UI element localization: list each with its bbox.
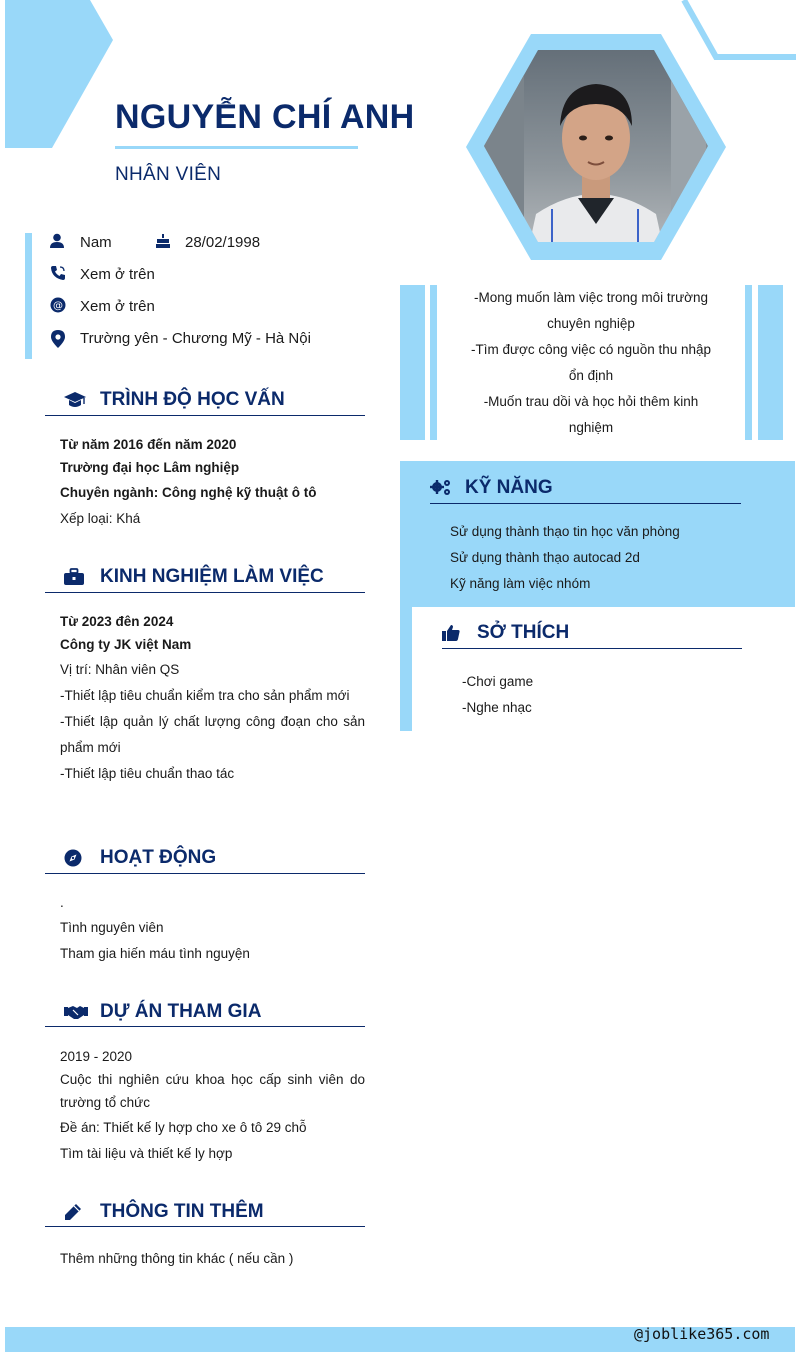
objective-bar-left-outer xyxy=(400,285,425,440)
activities-divider xyxy=(45,873,365,874)
hobbies-accent-bar xyxy=(400,607,412,731)
projects-period: 2019 - 2020 xyxy=(60,1049,133,1064)
experience-company: Công ty JK việt Nam xyxy=(60,637,192,652)
activity-item: . xyxy=(60,895,64,910)
briefcase-icon xyxy=(64,568,84,586)
experience-section-title: KINH NGHIỆM LÀM VIỆC xyxy=(100,566,324,587)
experience-duty: -Thiết lập tiêu chuẩn kiểm tra cho sản phẩm mới xyxy=(60,688,350,703)
hobby-item: -Nghe nhạc xyxy=(462,700,532,715)
phone-value: Xem ở trên xyxy=(80,266,155,283)
hobby-item: -Chơi game xyxy=(462,674,534,689)
compass-icon xyxy=(64,849,82,867)
user-icon xyxy=(50,233,64,249)
phone-icon xyxy=(50,265,66,281)
address-value: Trường yên - Chương Mỹ - Hà Nội xyxy=(80,330,311,347)
skill-item: Kỹ năng làm việc nhóm xyxy=(450,576,591,591)
objective-line: -Tìm được công việc có nguồn thu nhập xyxy=(470,342,712,357)
birthday-value: 28/02/1998 xyxy=(185,234,261,251)
name-underline xyxy=(115,146,358,149)
objective-line: ổn định xyxy=(568,368,614,383)
skill-item: Sử dụng thành thạo tin học văn phòng xyxy=(450,524,680,539)
objective-bar-right-outer xyxy=(758,285,783,440)
cogs-icon xyxy=(430,478,452,496)
education-school: Trường đại học Lâm nghiệp xyxy=(60,460,240,475)
activity-item: Tình nguyên viên xyxy=(60,920,164,935)
pencil-icon xyxy=(64,1203,82,1221)
skills-divider xyxy=(430,503,741,504)
candidate-name: NGUYỄN CHÍ ANH xyxy=(115,98,415,136)
thumbs-up-icon xyxy=(442,624,460,642)
project-item: Đề án: Thiết kế ly hợp cho xe ô tô 29 chỗ xyxy=(60,1120,307,1135)
experience-duty: -Thiết lập tiêu chuẩn thao tác xyxy=(60,766,235,781)
objective-line: chuyên nghiệp xyxy=(547,316,635,331)
project-item: Tìm tài liệu và thiết kế ly hợp xyxy=(60,1146,233,1161)
experience-period: Từ 2023 đên 2024 xyxy=(60,614,174,629)
education-major: Chuyên ngành: Công nghệ kỹ thuật ô tô xyxy=(60,485,317,500)
career-objective xyxy=(437,285,745,441)
activities-section-title: HOẠT ĐỘNG xyxy=(100,847,217,868)
experience-divider xyxy=(45,592,365,593)
skill-item: Sử dụng thành thạo autocad 2d xyxy=(450,550,640,565)
svg-text:@: @ xyxy=(53,300,63,312)
map-pin-icon xyxy=(51,330,65,348)
objective-line: nghiệm xyxy=(568,420,614,435)
birthday-cake-icon xyxy=(155,233,171,249)
experience-position: Vị trí: Nhân viên QS xyxy=(60,662,180,677)
skills-section-title: KỸ NĂNG xyxy=(465,477,553,498)
job-title: NHÂN VIÊN xyxy=(115,164,222,185)
hobbies-divider xyxy=(442,648,742,649)
objective-bar-right-inner xyxy=(745,285,752,440)
additional-text: Thêm những thông tin khác ( nếu cần ) xyxy=(60,1251,294,1266)
email-value: Xem ở trên xyxy=(80,298,155,315)
avatar xyxy=(466,34,726,260)
activity-item: Tham gia hiến máu tình nguyện xyxy=(60,946,250,961)
handshake-icon xyxy=(64,1004,88,1020)
education-section-title: TRÌNH ĐỘ HỌC VẤN xyxy=(100,389,285,410)
education-divider xyxy=(45,415,365,416)
objective-line: -Mong muốn làm việc trong môi trường xyxy=(474,290,708,305)
gender-value: Nam xyxy=(80,234,112,251)
info-accent-bar xyxy=(25,233,32,359)
objective-line: -Muốn trau dồi và học hỏi thêm kinh xyxy=(483,394,699,409)
experience-duty: -Thiết lập quản lý chất lượng công đoạn cho sản phẩm mới xyxy=(60,714,365,755)
projects-divider xyxy=(45,1026,365,1027)
education-grade: Xếp loại: Khá xyxy=(60,511,141,526)
hobbies-section-title: SỞ THÍCH xyxy=(477,622,570,643)
graduation-cap-icon xyxy=(64,390,86,410)
objective-bar-left-inner xyxy=(430,285,437,440)
additional-section-title: THÔNG TIN THÊM xyxy=(100,1201,264,1222)
at-email-icon xyxy=(50,297,66,313)
project-item: Cuộc thi nghiên cứu khoa học cấp sinh viên do trường tổ chức xyxy=(60,1072,365,1110)
footer-watermark: @joblike365.com xyxy=(634,1325,770,1343)
decor-top-left-shape xyxy=(5,0,115,150)
education-period: Từ năm 2016 đến năm 2020 xyxy=(60,437,237,452)
projects-section-title: DỰ ÁN THAM GIA xyxy=(100,1001,262,1022)
additional-divider xyxy=(45,1226,365,1227)
